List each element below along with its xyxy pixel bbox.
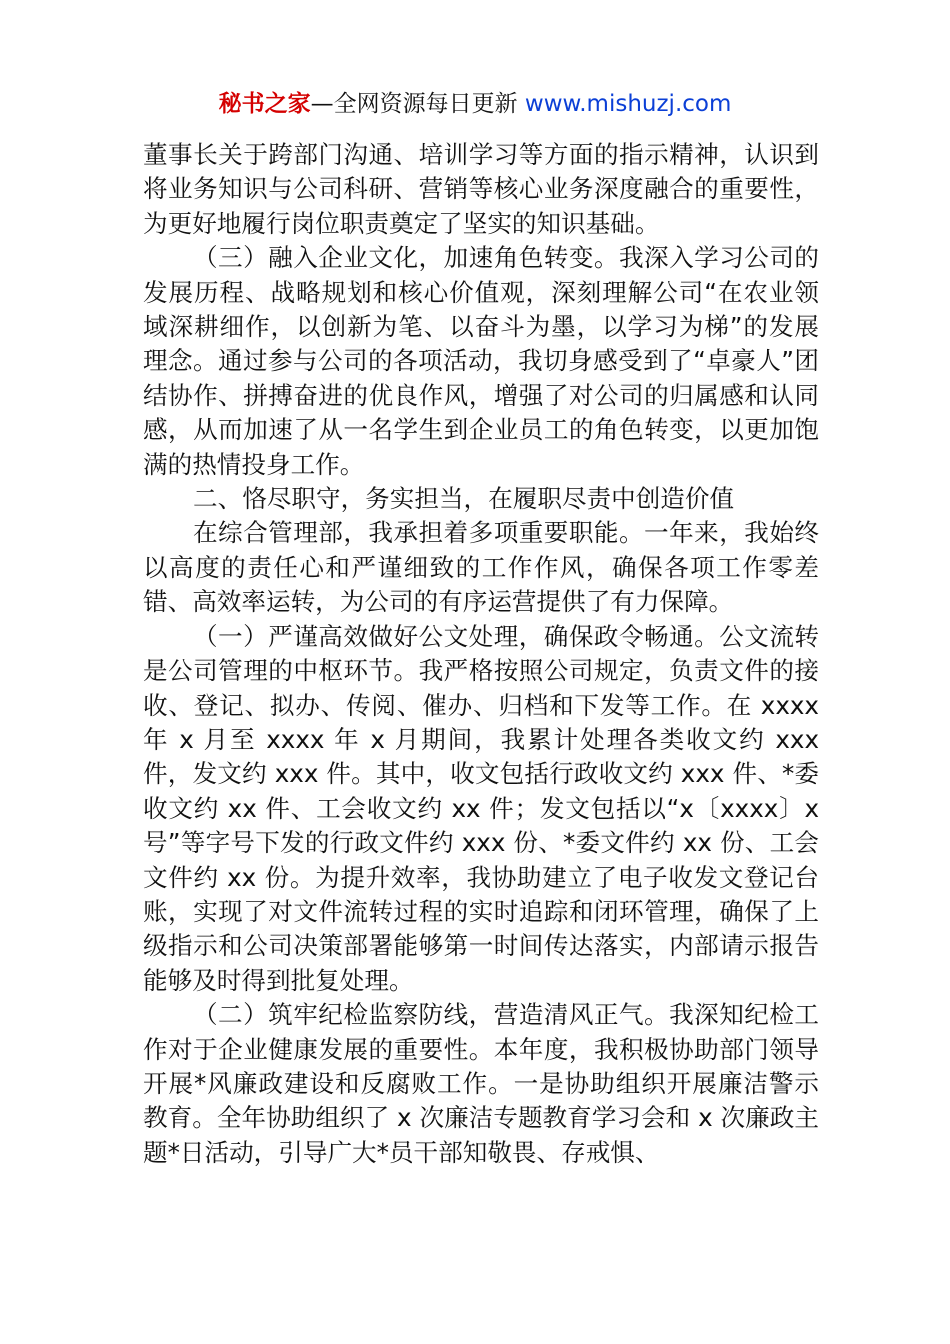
header-slogan: —全网资源每日更新 [310,91,525,117]
paragraph-intro: 在综合管理部，我承担着多项重要职能。一年来，我始终以高度的责任心和严谨细致的工作作风，确保各项工作零差错、高效率运转，为公司的有序运营提供了有力保障。 [143,518,819,617]
document-body [143,138,819,1170]
paragraph-subsection-1: （一）严谨高效做好公文处理，确保政令畅通。公文流转是公司管理的中枢环节。我严格按照公司规定，负责文件的接收、登记、拟办、传阅、催办、归档和下发等工作。在 xxxx 年 x 月至 xxxx 年 x 月期间，我累计处理各类收文约 xxx 件，发文约 xxx 件。其中，收文包括行政收文约 xxx 件、*委收文约 xx 件、工会收文约 xx 件；发文包括以“x〔xxxx〕x 号”等字号下发的行政文件约 xxx 份、*委文件约 xx 份、工会文件约 xx 份。为提升效率，我协助建立了电子收发文登记台账，实现了对文件流转过程的实时追踪和闭环管理，确保了上级指示和公司决策部署能够第一时间传达落实，内部请示报告能够及时得到批复处理。 [143,621,819,995]
paragraph-subsection-2: （二）筑牢纪检监察防线，营造清风正气。我深知纪检工作对于企业健康发展的重要性。本年度，我积极协助部门领导开展*风廉政建设和反腐败工作。一是协助组织开展廉洁警示教育。全年协助组织了 x 次廉洁专题教育学习会和 x 次廉政主题*日活动，引导广大*员干部知敬畏、存戒惧、 [143,1000,819,1167]
paragraph-section-3: （三）融入企业文化，加速角色转变。我深入学习公司的发展历程、战略规划和核心价值观，深刻理解公司“在农业领域深耕细作，以创新为笔、以奋斗为墨，以学习为梯”的发展理念。通过参与公司的各项活动，我切身感受到了“卓豪人”团结协作、拼搏奋进的优良作风，增强了对公司的归属感和认同感，从而加速了从一名学生到企业员工的角色转变，以更加饱满的热情投身工作。 [143,243,819,479]
brand-name: 秘书之家 [218,91,311,117]
paragraph-continuation: 董事长关于跨部门沟通、培训学习等方面的指示精神，认识到将业务知识与公司科研、营销等核心业务深度融合的重要性，为更好地履行岗位职责奠定了坚实的知识基础。 [143,140,819,238]
site-header [0,84,950,124]
section-heading-2: 二、恪尽职守，务实担当，在履职尽责中创造价值 [193,484,735,514]
site-url[interactable]: www.mishuzj.com [524,91,732,117]
